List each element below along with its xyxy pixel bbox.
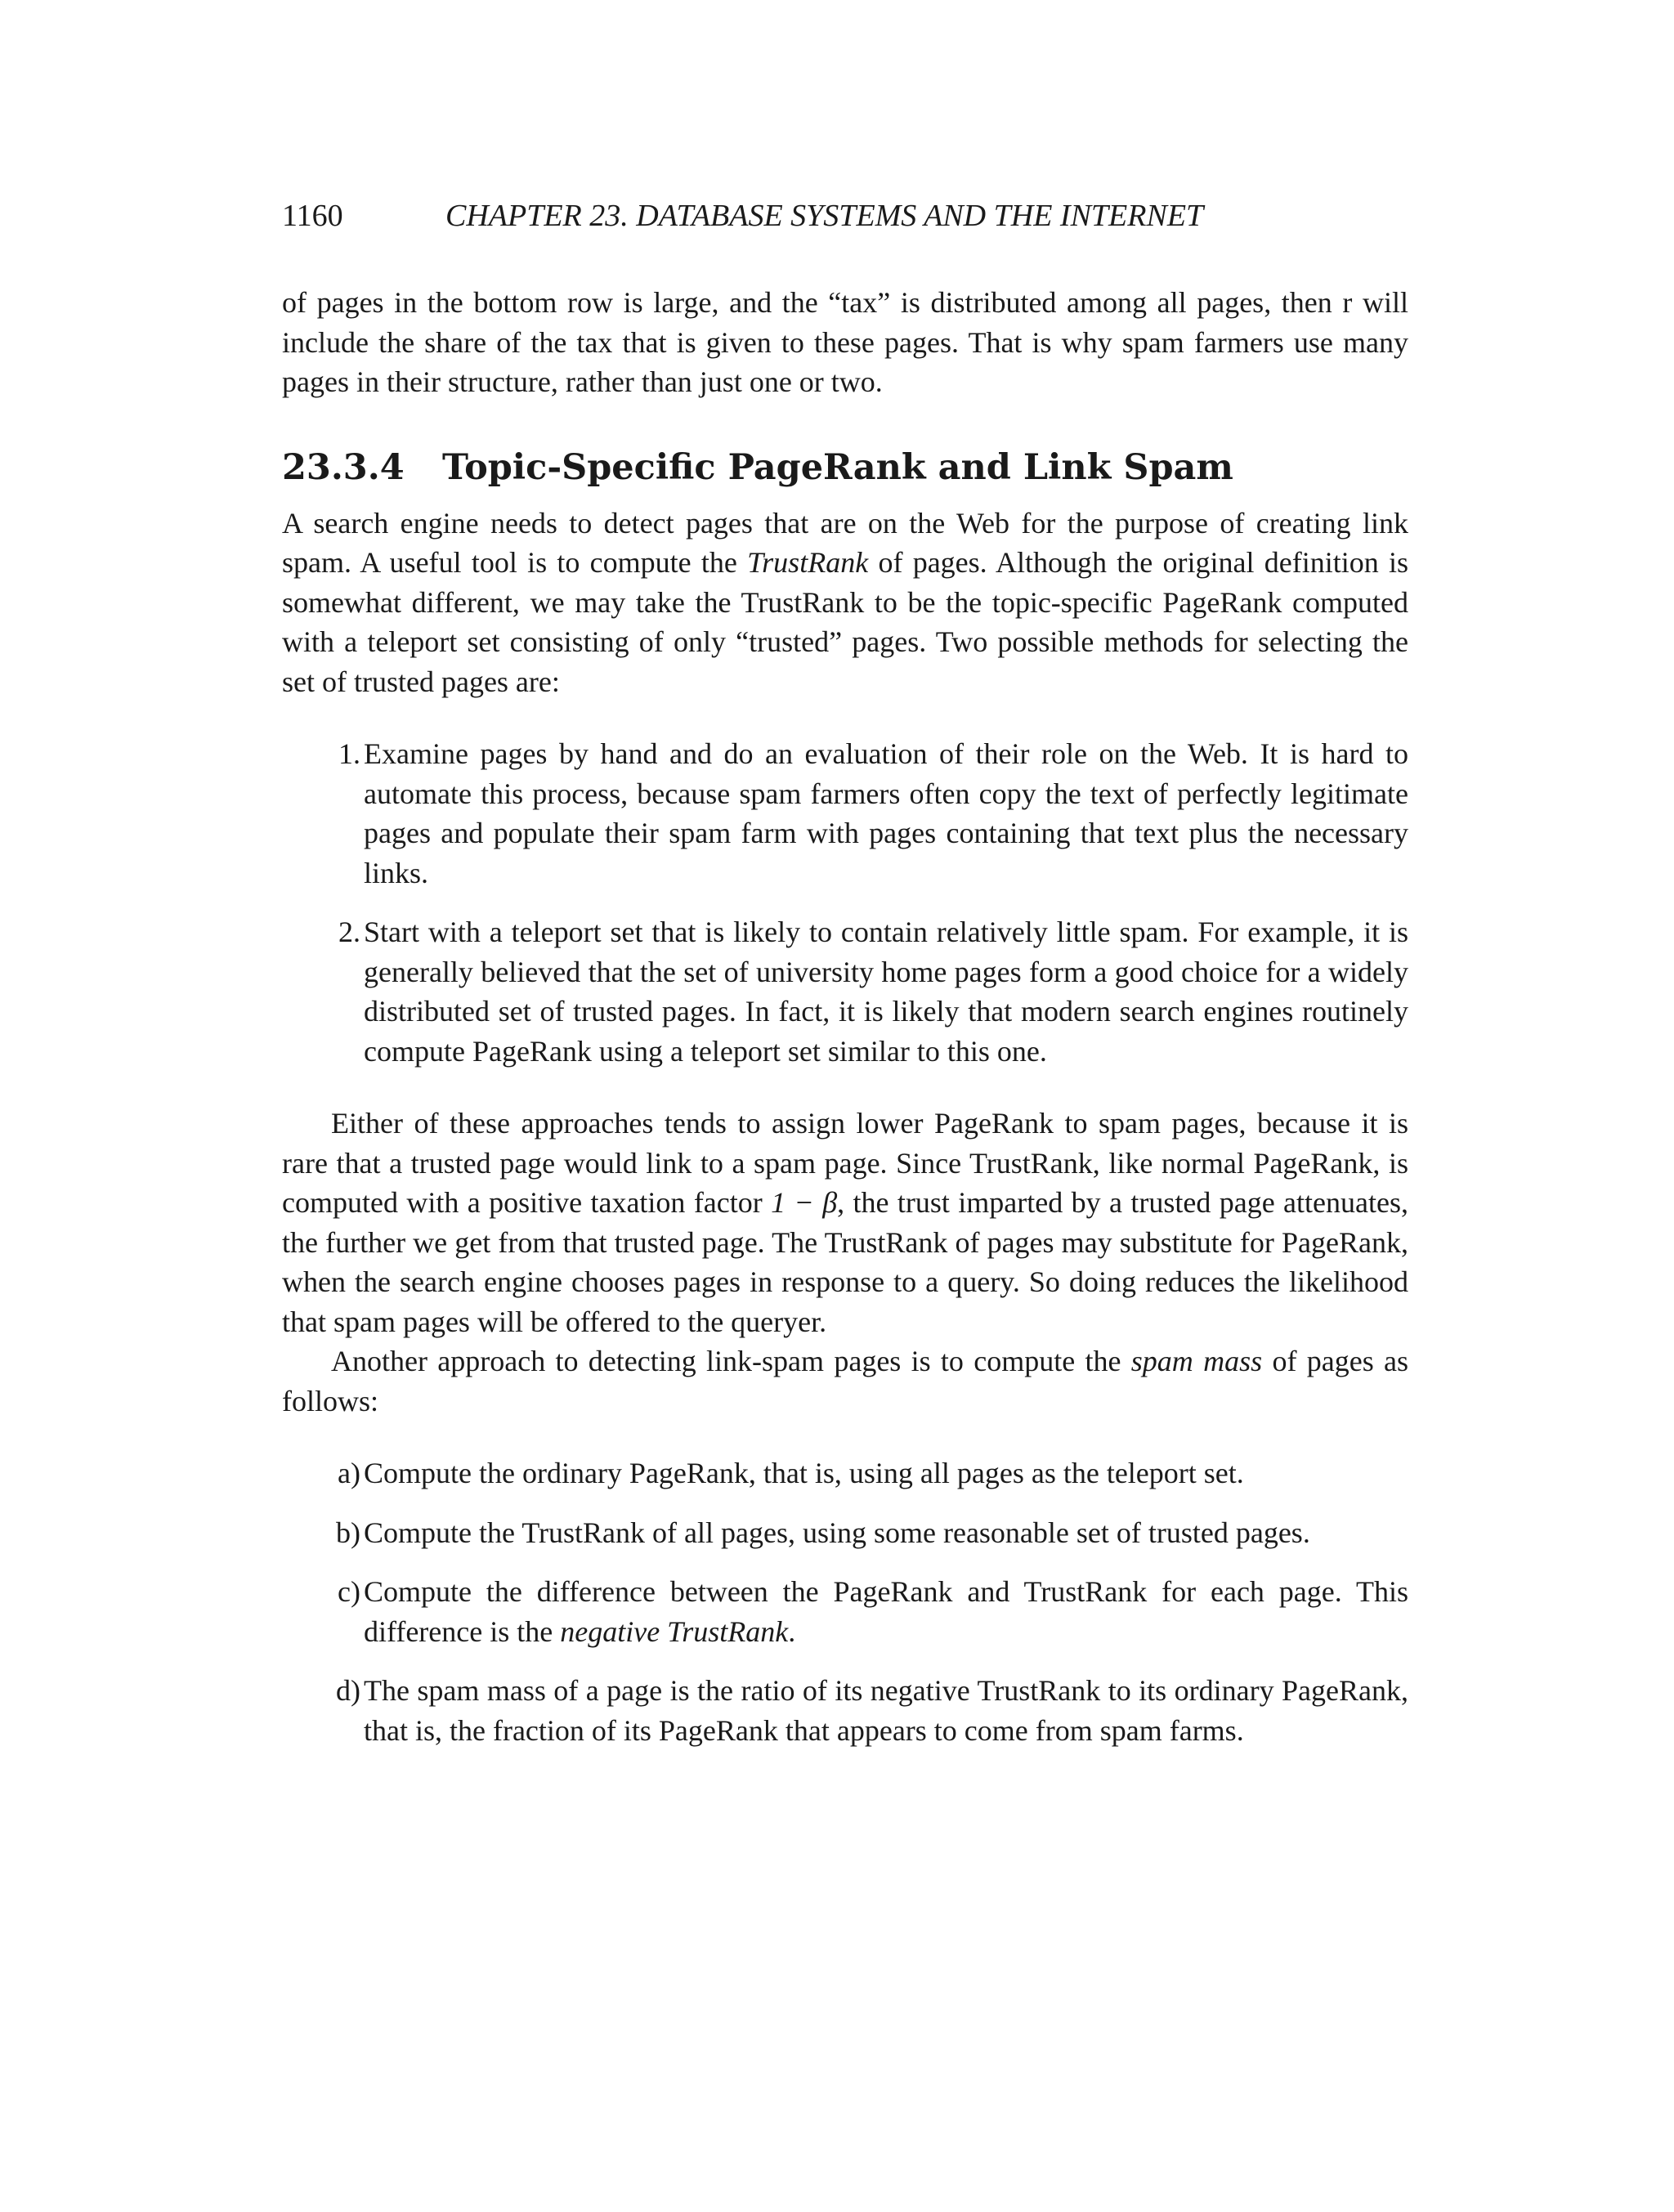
list-item bbox=[282, 1453, 1408, 1493]
section-title: Topic-Specific PageRank and Link Spam bbox=[442, 446, 1233, 488]
list-marker: a) bbox=[338, 1457, 360, 1489]
section-heading bbox=[282, 445, 1408, 490]
attenuation-paragraph-part1: Either of these approaches tends to assign lower PageRank to spam pages, because it is rare that a trusted page would link to a spam page. Since TrustRank, like normal PageRank, is computed with a positive taxation factor bbox=[282, 1107, 1408, 1219]
list-item-text: Compute the TrustRank of all pages, using some reasonable set of trusted pages. bbox=[364, 1516, 1310, 1549]
list-item-text: Start with a teleport set that is likely to contain relatively little spam. For example, it is generally believed that the set of university home pages form a good choice for a widely distributed set of trusted pages. In fact, it is likely that modern search engines routinely compute PageRank using a teleport set similar to this one. bbox=[364, 916, 1408, 1068]
list-item bbox=[282, 734, 1408, 893]
page-number: 1160 bbox=[282, 199, 343, 233]
chapter-title: CHAPTER 23. DATABASE SYSTEMS AND THE INTERNET bbox=[445, 199, 1204, 233]
list-item bbox=[282, 1513, 1408, 1553]
list-item-text: Examine pages by hand and do an evaluation of their role on the Web. It is hard to automate this process, because spam farmers often copy the text of perfectly legitimate pages and populate their spam farm with pages containing that text plus the necessary links. bbox=[364, 737, 1408, 889]
negative-trustrank-term: negative TrustRank bbox=[560, 1614, 789, 1648]
running-header bbox=[282, 196, 1408, 235]
spam-mass-term: spam mass bbox=[1130, 1345, 1263, 1377]
list-item bbox=[282, 912, 1408, 1071]
trustrank-paragraph bbox=[282, 504, 1408, 702]
trustrank-term: TrustRank bbox=[747, 546, 869, 579]
methods-list bbox=[282, 734, 1408, 1071]
attenuation-paragraph bbox=[282, 1104, 1408, 1341]
trustrank-paragraph-part1: A search engine needs to detect pages that are on the Web for the purpose of creating link spam. A useful tool is to compute the bbox=[282, 506, 1408, 579]
book-page bbox=[282, 196, 1408, 1783]
list-item-text: The spam mass of a page is the ratio of its negative TrustRank to its ordinary PageRank, that is, the fraction of its PageRank that appears to come from spam farms. bbox=[364, 1674, 1408, 1747]
list-marker: 1. bbox=[338, 737, 360, 770]
list-item-text-after: . bbox=[788, 1614, 796, 1648]
attenuation-paragraph-part2: , the trust imparted by a trusted page attenuates, the further we get from that trusted page. The TrustRank of pages may substitute for PageRank, when the search engine chooses pages in response to a query. So doing reduces the likelihood that spam pages will be offered to the queryer. bbox=[282, 1186, 1408, 1338]
list-item-text bbox=[364, 1572, 1408, 1651]
spam-mass-paragraph-part1: Another approach to detecting link-spam pages is to compute the bbox=[331, 1345, 1131, 1377]
section-number: 23.3.4 bbox=[282, 446, 405, 488]
list-marker: b) bbox=[336, 1516, 360, 1549]
trustrank-paragraph-part2: of pages. Although the original definition is somewhat different, we may take the TrustRank to be the topic-specific PageRank computed with a teleport set consisting of only “trusted” pages. Two possible methods for selecting the set of trusted pages are: bbox=[282, 546, 1408, 698]
list-marker: 2. bbox=[338, 916, 360, 948]
list-item-text-before: Compute the difference between the PageRank and TrustRank for each page. This difference is the bbox=[364, 1575, 1408, 1648]
list-item bbox=[282, 1572, 1408, 1651]
spam-mass-paragraph bbox=[282, 1341, 1408, 1421]
list-marker: c) bbox=[338, 1575, 360, 1608]
intro-paragraph-text: of pages in the bottom row is large, and the “tax” is distributed among all pages, then r will include the share of the tax that is given to these pages. That is why spam farmers use many pages in their structure, rather than just one or two. bbox=[282, 286, 1408, 398]
steps-list bbox=[282, 1453, 1408, 1750]
list-item bbox=[282, 1671, 1408, 1750]
list-item-text: Compute the ordinary PageRank, that is, using all pages as the teleport set. bbox=[364, 1457, 1244, 1489]
list-marker: d) bbox=[336, 1674, 360, 1707]
intro-paragraph bbox=[282, 283, 1408, 402]
spam-mass-paragraph-part2: of pages as follows: bbox=[282, 1345, 1408, 1417]
taxation-factor-math: 1 − β bbox=[771, 1186, 838, 1219]
